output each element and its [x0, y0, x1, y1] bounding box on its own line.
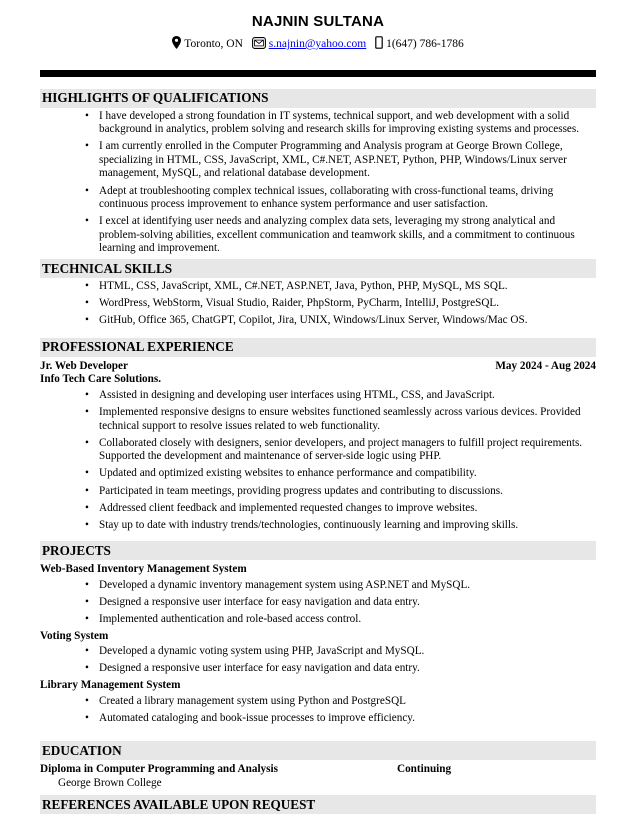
job-dates: May 2024 - Aug 2024 — [495, 359, 596, 372]
bullet-item: • I excel at identifying user needs and analyzing complex data sets, leveraging my strong analytical and problem-solving abilities, excellent communication and teamwork skills, and a commitment to continuous learning and improvement. — [85, 215, 596, 256]
project-list — [40, 645, 596, 676]
bullet-item: • Implemented responsive designs to ensure websites functioned seamlessly across various devices. Provided technical support to resolve issues related to web functionality. — [85, 406, 596, 433]
bullet-item: • Assisted in designing and developing user interfaces using HTML, CSS, and JavaScript. — [85, 389, 596, 403]
section-header-projects: PROJECTS — [40, 541, 596, 560]
project-list — [40, 695, 596, 726]
bullet-item: • HTML, CSS, JavaScript, XML, C#.NET, ASP.NET, Java, Python, PHP, MySQL, MS SQL. — [85, 280, 596, 294]
bullet-item: • Automated cataloging and book-issue processes to improve efficiency. — [85, 712, 596, 726]
bullet-item: • Updated and optimized existing websites to enhance performance and compatibility. — [85, 467, 596, 481]
education-status: Continuing — [397, 763, 452, 776]
bullet-item: • Stay up to date with industry trends/technologies, continuously learning and improving skills. — [85, 519, 596, 533]
bullet-item: • Designed a responsive user interface for easy navigation and data entry. — [85, 662, 596, 676]
bullet-item: • WordPress, WebStorm, Visual Studio, Raider, PhpStorm, PyCharm, IntelliJ, PostgreSQL. — [85, 297, 596, 311]
bullet-item: • Developed a dynamic inventory management system using ASP.NET and MySQL. — [85, 579, 596, 593]
education-row — [40, 763, 596, 777]
company-name: Info Tech Care Solutions. — [40, 373, 162, 386]
technical-skills-list — [40, 280, 596, 328]
school-name: George Brown College — [58, 776, 162, 789]
section-header-references: REFERENCES AVAILABLE UPON REQUEST — [40, 795, 596, 814]
envelope-icon — [252, 37, 266, 54]
job-title: Jr. Web Developer — [40, 359, 128, 372]
contact-line — [40, 36, 596, 54]
bullet-item: • Adept at troubleshooting complex technical issues, collaborating with cross-functional teams, driving continuous process improvement to enhance system performance and user satisfaction. — [85, 185, 596, 212]
bullet-item: • I am currently enrolled in the Computer Programming and Analysis program at George Brown College, specializing in HTML, CSS, JavaScript, XML, C#.NET, ASP.NET, Python, PHP, Windows/Linux server management, MySQL, and relational database development. — [85, 140, 596, 181]
person-name: NAJNIN SULTANA — [251, 13, 385, 30]
project-name: Web-Based Inventory Management System — [40, 563, 247, 576]
bullet-item: • Addressed client feedback and implemented requested changes to improve websites. — [85, 502, 596, 516]
project-name: Voting System — [40, 629, 109, 642]
section-header-technical-skills: TECHNICAL SKILLS — [40, 259, 596, 278]
email-link[interactable]: s.najnin@yahoo.com — [268, 38, 367, 50]
bullet-item: • Created a library management system using Python and PostgreSQL — [85, 695, 596, 709]
mobile-phone-icon — [375, 36, 383, 54]
section-header-qualifications: HIGHLIGHTS OF QUALIFICATIONS — [40, 89, 596, 108]
bullet-item: • Developed a dynamic voting system using PHP, JavaScript and MySQL. — [85, 645, 596, 659]
bullet-item: • Designed a responsive user interface for easy navigation and data entry. — [85, 596, 596, 610]
phone-text: 1(647) 786-1786 — [386, 38, 464, 50]
bullet-item: • Implemented authentication and role-based access control. — [85, 613, 596, 627]
job-header-row — [40, 360, 596, 374]
bullet-item: • GitHub, Office 365, ChatGPT, Copilot, Jira, UNIX, Windows/Linux Server, Windows/Mac OS. — [85, 314, 596, 328]
degree-name: Diploma in Computer Programming and Analysis — [40, 763, 278, 776]
bullet-item: • Collaborated closely with designers, senior developers, and project managers to fulfill project requirements. Supported the development and maintenance of server-side logic using PHP. — [85, 437, 596, 464]
bullet-item: • Participated in team meetings, providing progress updates and contributing to discussions. — [85, 485, 596, 499]
location-text: Toronto, ON — [184, 38, 243, 50]
qualifications-list — [40, 110, 596, 256]
location-pin-icon — [172, 36, 181, 54]
experience-list — [40, 389, 596, 532]
bullet-item: • I have developed a strong foundation in IT systems, technical support, and web development with a solid background in analytics, problem solving and research skills for improving existing systems and processes. — [85, 110, 596, 137]
top-rule — [40, 70, 596, 77]
project-name: Library Management System — [40, 679, 181, 691]
section-header-education: EDUCATION — [40, 741, 596, 760]
section-header-experience: PROFESSIONAL EXPERIENCE — [40, 338, 596, 357]
project-list — [40, 579, 596, 627]
